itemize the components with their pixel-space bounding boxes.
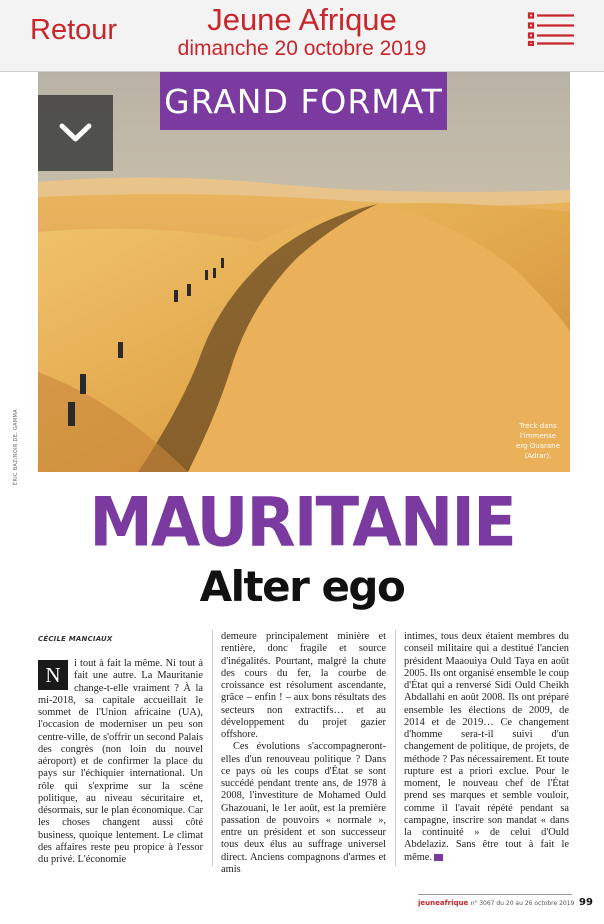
footer-magazine: [418, 899, 574, 907]
list-menu-icon[interactable]: [527, 12, 575, 46]
issue-info: n° 3067 du 20 au 26 octobre 2019: [470, 900, 575, 907]
column-divider: [395, 630, 396, 866]
hero-photo: [38, 72, 570, 472]
page-number: 99: [579, 897, 593, 908]
back-button[interactable]: Retour: [30, 14, 118, 46]
column-text: Ces évolutions s'accompagneront-elles d'un renouveau politique ? Dans ce pays où les coups d'État se sont succédé pendant trente ans, de 1978 à 2008, l'investiture de Mohamed Ould Ghazouani, le 1er août, est la première passation de pouvoirs « normale », entre un président et son successeur tous deux élus au suffrage universel direct. Anciens compagnons d'armes et amis: [221, 741, 386, 875]
magazine-page: [0, 72, 604, 924]
photo-credit: ÉRIC BAZ/NOIR DE, GAMMA: [13, 409, 19, 485]
caption-line: l'immense: [519, 432, 557, 440]
drop-cap: N: [38, 660, 68, 690]
app-header: [0, 0, 604, 72]
article-column-1: [38, 658, 203, 866]
column-text: intimes, tous deux étaient membres du conseil militaire qui a destitué l'ancien président Maaouiya Ould Taya en août 2005. Ils ont organisé ensemble le coup d'État qui a renversé Sidi Ould Cheikh Abdallahi en août 2008. Ils ont préparé ensemble les élections de 2009, de 2014 et de 2019… Ce changement d'homme sera-t-il suivi d'un changement de politique, de projets, de méthode ? Pas nécessairement. Et toute rupture est a priori exclue. Pour le moment, le nouveau chef de l'État prend ses marques et semble vouloir, comme il l'avait répété pendant sa campagne, inscrire son mandat « dans la continuité » de celui d'Ould Abdelaziz. Sans être tout à fait le même.: [404, 631, 569, 863]
app-title: Jeune Afrique: [207, 2, 397, 37]
article-headline: MAURITANIE: [89, 483, 515, 563]
photo-caption: [510, 421, 566, 461]
caption-line: Treck dans: [519, 422, 557, 430]
issue-date: dimanche 20 octobre 2019: [177, 37, 427, 60]
page-footer: [0, 894, 604, 918]
magazine-logo-prefix: jeune: [418, 899, 440, 907]
footer-divider: [418, 894, 572, 895]
article-author: CÉCILE MANCIAUX: [38, 635, 113, 643]
article-column-3: [404, 631, 569, 864]
column-text: i tout à fait la même. Ni tout à fait une autre. La Mauritanie change-t-elle vraiment ? À la mi-2018, sa capitale accueillait le sommet de l'Union africaine (UA), l'occasion de moderniser un peu son centre-ville, de s'offrir un second Palais des congrès (non loin du nouvel aéroport) et de confirmer la place du pays sur l'échiquier international. Un rôle qui s'exprime sur la scène politique, au niveau sécuritaire et, désormais, sur le plan économique. Car les choses changent aussi côté business, quoique lentement. Le climat des affaires reste peu propice à l'essor du privé. L'économie: [38, 658, 203, 865]
article-column-2: [221, 631, 386, 876]
column-text: demeure principalement minière et rentière, donc fragile et source d'inégalités. Pourtant, malgré la chute des cours du fer, la courbe de croissance est résolument ascendante, grâce – enfin ! – aux bons résultats des secteurs non extractifs… et au développement du projet gazier offshore.: [221, 631, 386, 740]
caption-line: erg Ouarane: [516, 442, 560, 450]
end-of-article-icon: [434, 854, 443, 861]
magazine-logo-suffix: afrique: [439, 899, 469, 907]
section-banner: GRAND FORMAT: [160, 72, 447, 130]
caption-line: (Adrar).: [524, 452, 552, 460]
column-divider: [212, 630, 213, 866]
chevron-down-icon[interactable]: [38, 95, 113, 171]
article-subhead: Alter ego: [199, 562, 405, 611]
